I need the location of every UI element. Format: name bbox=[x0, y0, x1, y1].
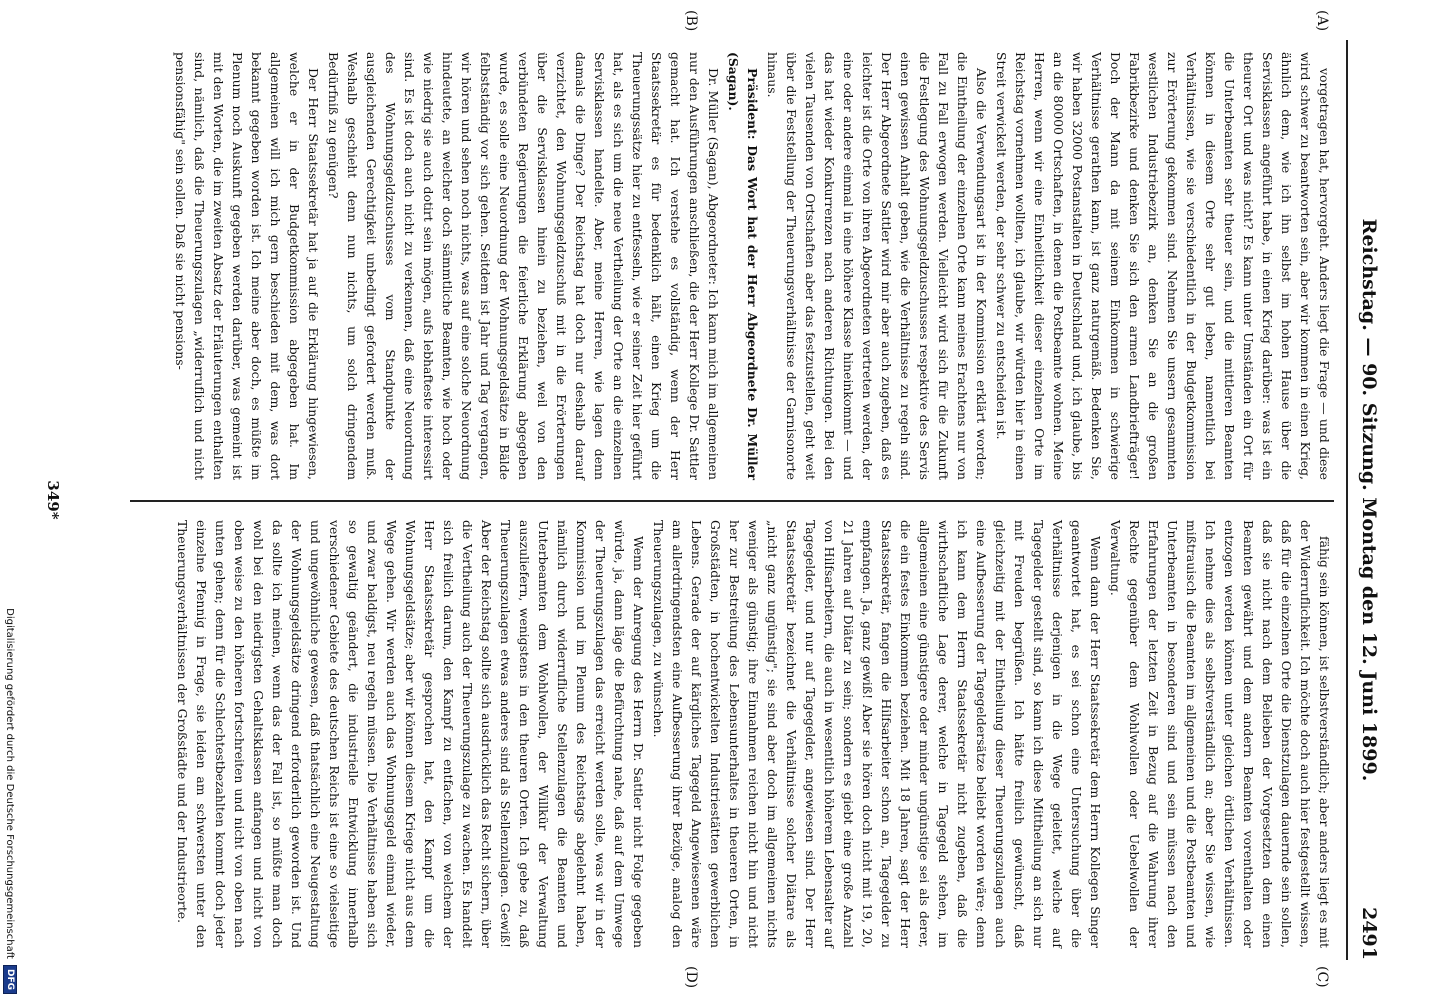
paragraph: Wenn dann der Herr Staatssekretär dem Herrn Kollegen Singer geantwortet hat, es sei schon eine Untersuchung über die Verhältnisse derjenigen in die Wege geleitet, welche auf Tagegelder gestellt sind, so kann ich diese Mittheilung an sich nur mit Freuden begrüßen. Ich hätte freilich gewünscht, daß gleichzeitig mit der Eintheilung dieser Theuerungszulagen auch eine Aufbesserung der Tagegeldersätze beliebt worden wäre; denn ich kann dem Herrn Staatssekretär nicht zugeben, daß die wirthschaftliche Lage derer, welche in Tagegeld stehen, im allgemeinen eine günstigere oder minder ungünstige sei als derer, die ein festes Einkommen beziehen. Mit 18 Jahren, sagt der Herr Staatssekretär, fangen die Hilfsarbeiter schon an, Tagegelder zu empfangen. Ja, ganz gewiß! Aber sie hören doch nicht mit 19, 20, 21 Jahren auf Diätar zu sein; sondern es giebt eine große Anzahl von Hilfsarbeitern, die auch in wesentlich höherem Lebensalter auf Tagegelder, und nur auf Tagegelder, angewiesen sind. Der Herr Staatssekretär bezeichnet die Verhältnisse solcher Diätare als „nicht ganz ungünstig"; sie sind aber doch im allgemeinen nichts weniger als günstig; ihre Einnahmen reichen nicht hin und nicht her zur Bestreitung des Lebensunterhaltes in theueren Orten, in Großstädten, in hochentwickelten Industriestätten gewerblichen Lebens. Gerade der auf kärgliches Tagegeld Angewiesenen wäre am allerdringendsten eine Aufbesserung ihrer Bezüge, analog den Theuerungszulagen, zu wünschen. bbox=[651, 520, 1103, 948]
credit-text: Digitalisierung gefördert durch die Deutsche Forschungsgemeinschaft bbox=[4, 608, 16, 959]
margin-marker-c: (C) bbox=[1314, 966, 1330, 988]
president-speaker-line: Präsident: Das Wort hat der Herr Abgeordnete Dr. Müller (Sagan). bbox=[726, 52, 760, 480]
paragraph: Dr. Müller (Sagan), Abgeordneter: Ich kann mich im allgemeinen nur den Ausführungen anschließen, die der Herr Kollege Dr. Sattler gemacht hat. Ich verstehe es vollständig, wenn der Herr Staatssekretär es für bedenklich hält, einen Krieg um die Theuerungssätze hier zu entfesseln, wie er seiner Zeit hier geführt hat, als es sich um die neue Vertheilung der Orte an die einzelnen Servisklassen handelte. Aber, meine Herren, wie lagen denn damals die Dinge? Der Reichstag hat doch nur deshalb darauf verzichtet, den Wohnungsgeldzuschuß mit in die Erörterungen über die Servisklassen hinein zu beziehen, weil von den verbündeten Regierungen die feierliche Erklärung abgegeben wurde, es solle eine Neuordnung der Wohnungsgeldsätze in Bälde felbstständig vor sich gehen. Seitdem ist Jahr und Tag vergangen, wir hören und sehen noch nichts, was auf eine solche Neuordnung hindeutete, an welcher doch sämmtliche Beamten, wie hoch oder wie niedrig sie auch dotirt sein mögen, aufs lebhafteste interessirt sind. Es ist doch auch nicht zu verkennen, daß eine Neuordnung des Wohnungsgeldzuschusses vom Standpunkte der ausgleichenden Gerechtigkeit unbedingt gefordert werden muß. Weshalb geschieht denn nun nichts, um solch dringendem Bedürfniß zu genügen? bbox=[326, 52, 721, 480]
dfg-logo-icon: DFG bbox=[3, 965, 17, 994]
margin-marker-a: (A) bbox=[1314, 10, 1330, 32]
signature-mark: 349* bbox=[44, 480, 62, 520]
paragraph: Der Herr Staatssekretär hat ja auf die Erklärung hingewiesen, welche er in der Budgetkommission abgegeben hat. Im allgemeinen will ich mich gern beschieden mit dem, was dort bekannt gegeben worden ist. Ich meine aber doch, es müßte im Plenum noch Auskunft gegeben werden darüber, was gemeint ist mit den Worten, die im zweiten Absatz der Erläuterungen enthalten sind, nämlich, daß die Theuerungszulagen „widerruflich und nicht pensionsfähig" sein sollen. Daß sie nicht pensions- bbox=[173, 52, 321, 480]
header-rule bbox=[1346, 40, 1348, 960]
page-header bbox=[1352, 40, 1386, 960]
page-number: 2491 bbox=[1358, 907, 1380, 960]
column-divider bbox=[130, 500, 1334, 502]
margin-marker-d: (D) bbox=[683, 966, 699, 989]
left-column bbox=[170, 52, 1334, 480]
margin-marker-b: (B) bbox=[683, 10, 699, 32]
paragraph: Wenn der Anregung des Herrn Dr. Sattler nicht Folge gegeben würde, ja, dann läge die Befürchtung nahe, daß auf dem Umwege der Theuerungszulagen das erreicht werden solle, was wir in der Kommission und im Plenum des Reichstags abgelehnt haben, nämlich durch widerrufliche Stellenzulagen die Beamten und Unterbeamten dem Wohlwollen, der Willkür der Verwaltung auszuliefern, wenigstens in den theuren Orten. Ich gebe zu, daß Theuerungszulagen etwas anderes sind als Stellenzulagen. Gewiß! Aber der Reichstag sollte sich ausdrücklich das Recht sichern, über die Vertheilung auch der Theuerungszulage zu wachen. Es handelt sich freilich darum, den Kampf zu entfachen, von welchem der Herr Staatssekretär gesprochen hat, den Kampf um die Wohnungsgeldsätze; aber wir können diesem Kriege nicht aus dem Wege gehen. Wir werden auch das Wohnungsgeld einmal wieder, und zwar baldigst, neu regeln müssen. Die Verhältnisse haben sich so gewaltig geändert, die industrielle Entwicklung innerhalb verschiedener Gebiete des deutschen Reichs ist eine so vielseitige und ungewöhnliche gewesen, daß thatsächlich eine Neugestaltung der Wohnungsgeldsätze dringend erforderlich geworden ist. Und da sollte ich meinen, wenn das der Fall ist, so müßte man doch wohl bei den niedrigsten Gehaltsklassen anfangen und nicht von oben weise zu den höheren fortschreiten und nicht von oben nach unten gehen; denn für die Schlechtestbezahlten kommt doch jeder einzelne Pfennig in Frage, sie leiden am schwersten unter den Theuerungsverhältnissen der Großstädte und der Industrieorte. bbox=[175, 520, 646, 948]
running-head: Reichstag. — 90. Sitzung. Montag den 12. Juni 1899. bbox=[1358, 218, 1380, 782]
right-column bbox=[172, 520, 1334, 948]
digitization-credit bbox=[0, 0, 20, 1000]
paragraph: fähig sein können, ist selbstverständlich; aber anders liegt es mit der Widerruflichkeit. Ich möchte doch auch hier festgestellt wissen, daß für die einzelnen Orte die Dienstzulagen dauernde sein sollen, daß sie nicht nach dem Belieben der Vorgesetzten dem einen Beamten gewährt und dem andern Beamten vorenthalten oder entzogen werden können unter gleichen örtlichen Verhältnissen. Ich nehme dies als selbstverständlich an; aber Sie wissen, wie mißtrauisch die Beamten im allgemeinen und die Postbeamten und Unterbeamten in besonderen sind und sein müssen nach den Erfahrungen der letzten Zeit in Bezug auf die Wahrung ihrer Rechte gegenüber dem Wohlwollen oder Uebelwollen der Verwaltung. bbox=[1108, 520, 1332, 948]
paragraph: vorgetragen hat, hervorgeht. Anders liegt die Frage — und diese wird schwer zu beantworten sein, aber wir kommen in einen Krieg, ähnlich dem, wie ich ihn selbst im hohen Hause über die Servisklassen angeführt habe, in einen Krieg darüber: was ist ein theurer Ort und was nicht? Es kann unter Umständen ein Ort für die Unterbeamten sehr theuer sein, und die mittleren Beamten können in diesem Orte sehr gut leben, namentlich bei Verhältnissen, wie sie verschiedentlich in der Budgetkommission zur Erörterung gekommen sind. Nehmen Sie unsern gesammten westlichen Industriebezirk an, denken Sie an die großen Fabrikbezirke und denken Sie sich den armen Landbriefträger! Doch der Mann da mit seinem Einkommen in schwierige Verhältnisse gerathen kann, ist ganz naturgemäß. Bedenken Sie, wir haben 32000 Postanstalten in Deutschland und, ich glaube, bis an die 80000 Ortschaften, in denen die Postbeamte wohnen. Meine Herren, wenn wir eine Einheitlichkeit dieser einzelnen Orte im Reichstag vornehmen wollten, ich glaube, wir würden hier in einen Streit verwickelt werden, der sehr schwer zu entscheiden ist. bbox=[994, 52, 1332, 480]
paragraph: Also die Verwendungsart ist in der Kommission erklärt worden; die Eintheilung der einzelnen Orte kann meines Erachtens nur von Fall zu Fall erwogen werden. Vielleicht wird sich für die Zukunft die Festlegung des Wohnungsgeldzuschusses respektive des Servis einen gewissen Anhalt geben, wie die Verhältnisse zu regeln sind. Der Herr Abgeordnete Sattler wird mir aber auch zugeben, daß es leichter ist die Orte von ihren Abgeordneten vertreten werden, der eine oder andere einmal in eine höhere Klasse hineinkommt — und das hat wieder Konkurrenzen nach anderen Richtungen. Bei den vielen Tausenden von Ortschaften aber das festzustellen, geht weit über die Feststellung der Theuerungsverhältnisse der Garnisonorte hinaus. bbox=[765, 52, 989, 480]
